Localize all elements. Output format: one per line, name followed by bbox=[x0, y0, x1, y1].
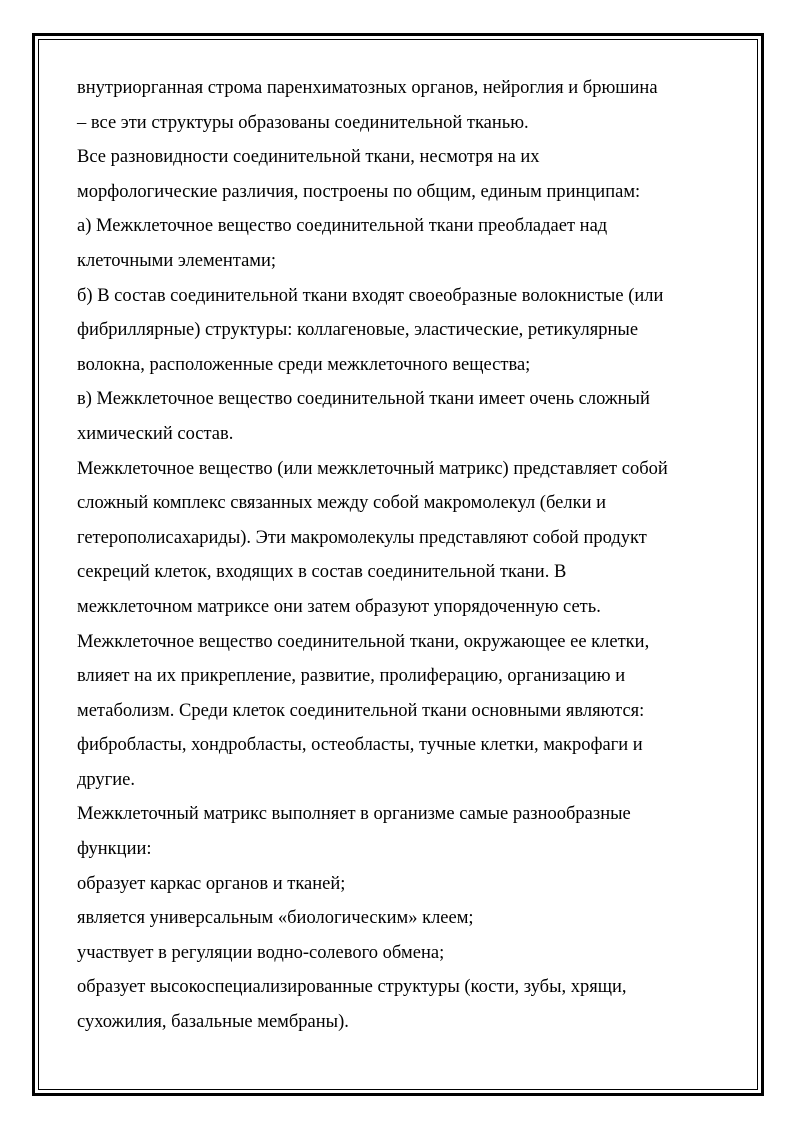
text-line: фибробласты, хондробласты, остеобласты, тучные клетки, макрофаги и bbox=[77, 735, 643, 756]
text-line: межклеточном матриксе они затем образуют упорядоченную сеть. bbox=[77, 596, 601, 617]
text-line: другие. bbox=[77, 769, 135, 790]
text-line: фибриллярные) структуры: коллагеновые, эластические, ретикулярные bbox=[77, 320, 639, 341]
text-line: Все разновидности соединительной ткани, несмотря на их bbox=[77, 147, 540, 168]
text-line: Межклеточное вещество соединительной ткани, окружающее ее клетки, bbox=[77, 631, 650, 652]
text-line: функции: bbox=[77, 839, 152, 860]
text-line: влияет на их прикрепление, развитие, пролиферацию, организацию и bbox=[77, 666, 626, 687]
list-item-c: в) Межклеточное вещество соединительной ткани имеет очень сложный bbox=[77, 389, 650, 410]
function-item: образует высокоспециализированные структуры (кости, зубы, хрящи, bbox=[77, 977, 627, 998]
text-line: Межклеточное вещество (или межклеточный матрикс) представляет собой bbox=[77, 458, 668, 479]
text-line: внутриорганная строма паренхиматозных органов, нейроглия и брюшина bbox=[77, 78, 658, 98]
list-item-b: б) В состав соединительной ткани входят своеобразные волокнистые (или bbox=[77, 285, 664, 306]
function-item: образует каркас органов и тканей; bbox=[77, 873, 346, 894]
function-item: является универсальным «биологическим» клеем; bbox=[77, 908, 474, 929]
text-line: сухожилия, базальные мембраны). bbox=[77, 1012, 349, 1033]
text-line: волокна, расположенные среди межклеточного вещества; bbox=[77, 354, 531, 375]
text-line: клеточными элементами; bbox=[77, 250, 277, 271]
text-line: морфологические различия, построены по общим, единым принципам: bbox=[77, 181, 641, 202]
text-line: метаболизм. Среди клеток соединительной ткани основными являются: bbox=[77, 700, 645, 721]
list-item-a: а) Межклеточное вещество соединительной ткани преобладает над bbox=[77, 216, 608, 237]
function-item: участвует в регуляции водно-солевого обмена; bbox=[77, 942, 445, 963]
text-line: – все эти структуры образованы соединительной тканью. bbox=[77, 112, 529, 133]
text-line: секреций клеток, входящих в состав соединительной ткани. В bbox=[77, 562, 567, 583]
text-line: химический состав. bbox=[77, 423, 234, 444]
text-line: Межклеточный матрикс выполняет в организме самые разнообразные bbox=[77, 804, 631, 825]
text-line: гетерополисахариды). Эти макромолекулы представляют собой продукт bbox=[77, 527, 647, 548]
text-line: сложный комплекс связанных между собой макромолекул (белки и bbox=[77, 493, 606, 514]
document-text bbox=[77, 71, 737, 1040]
